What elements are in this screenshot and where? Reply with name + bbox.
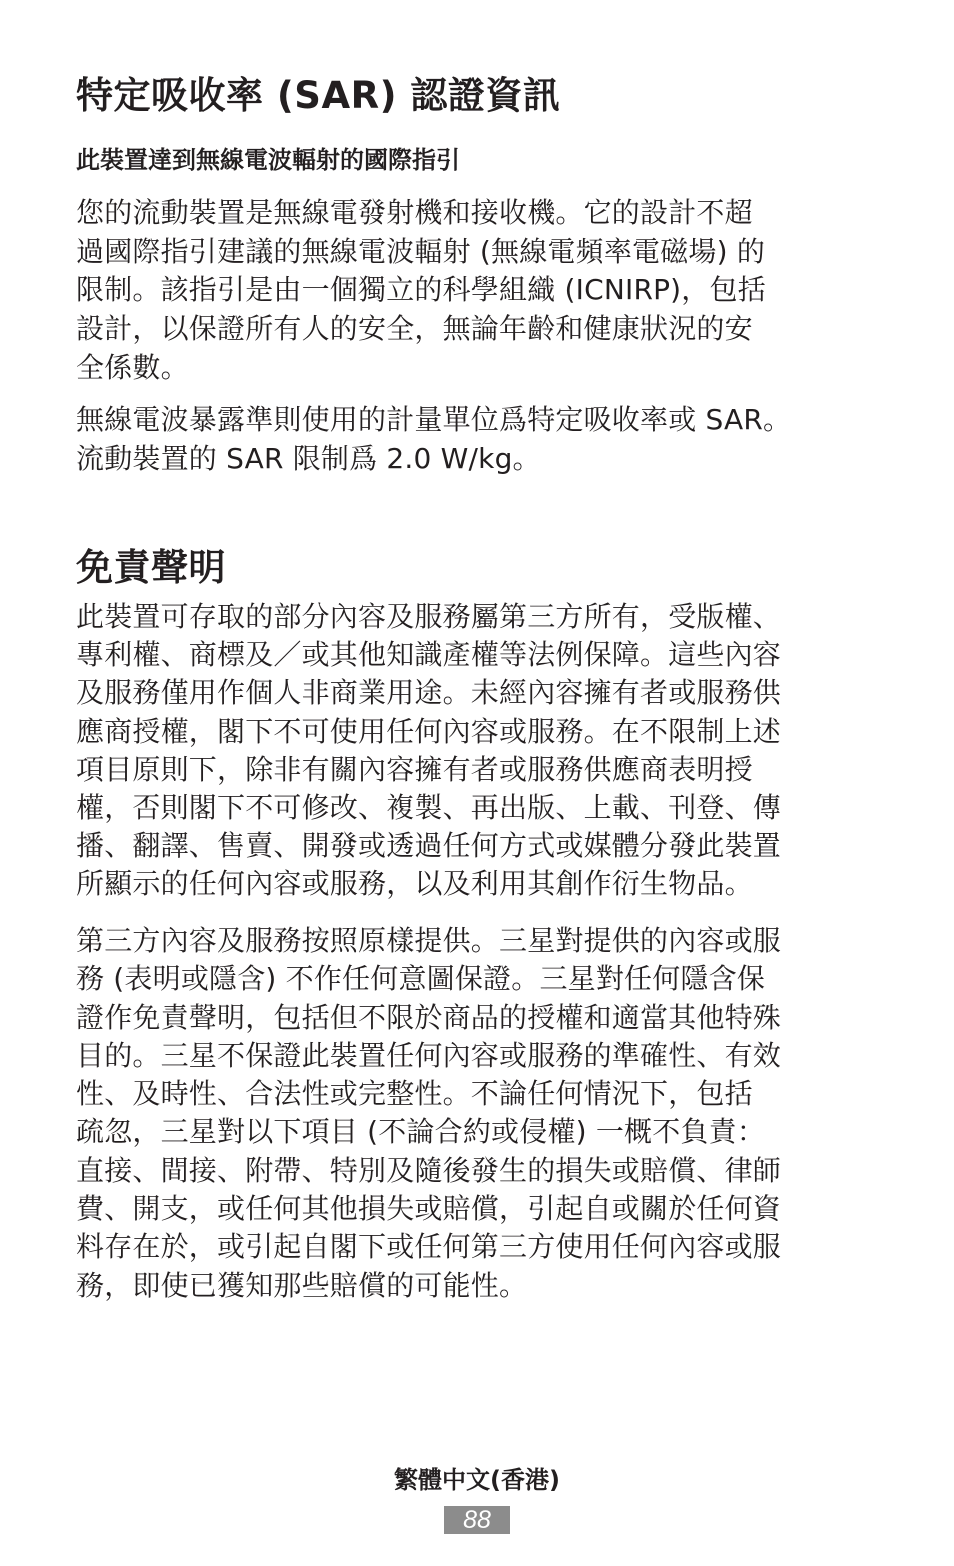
text-line: 流動裝置的 SAR 限制爲 2.0 W/kg。 (76, 442, 541, 475)
text-line: 直接、間接、附帶、特別及隨後發生的損失或賠償、律師 (76, 1153, 782, 1187)
text-line: 費、開支，或任何其他損失或賠償，引起自或關於任何資 (76, 1192, 782, 1226)
text-line: 您的流動裝置是無線電發射機和接收機。它的設計不超 (76, 196, 753, 229)
text-line: 料存在於，或引起自閣下或任何第三方使用任何內容或服 (76, 1230, 782, 1264)
footer-language-label: 繁體中文(香港) (394, 1466, 560, 1494)
sar-section-title: 特定吸收率 (SAR) 認證資訊 (76, 74, 561, 117)
text-line: 限制。該指引是由一個獨立的科學組織 (ICNIRP)，包括 (76, 273, 766, 307)
sar-paragraph-2 (76, 400, 791, 478)
text-line: 及服務僅用作個人非商業用途。未經內容擁有者或服務供 (76, 676, 782, 710)
sar-paragraph-1 (76, 194, 766, 387)
text-line: 證作免責聲明，包括但不限於商品的授權和適當其他特殊 (76, 1000, 782, 1034)
disclaimer-paragraph-1 (76, 598, 781, 904)
text-line: 務，即使已獲知那些賠償的可能性。 (76, 1268, 528, 1302)
sar-section-subtitle: 此裝置達到無線電波輻射的國際指引 (76, 146, 460, 174)
text-line: 無線電波暴露準則使用的計量單位爲特定吸收率或 SAR。 (76, 403, 792, 436)
text-line: 性、及時性、合法性或完整性。不論任何情況下，包括 (76, 1077, 753, 1111)
page-number-badge: 88 (444, 1506, 510, 1534)
text-line: 播、翻譯、售賣、開發或透過任何方式或媒體分發此裝置 (76, 829, 782, 863)
text-line: 所顯示的任何內容或服務，以及利用其創作衍生物品。 (76, 867, 753, 901)
text-line: 此裝置可存取的部分內容及服務屬第三方所有，受版權、 (76, 600, 782, 633)
text-line: 務 (表明或隱含) 不作任何意圖保證。三星對任何隱含保 (76, 962, 766, 996)
text-line: 權，否則閣下不可修改、複製、再出版、上載、刊登、傳 (76, 790, 782, 824)
text-line: 疏忽，三星對以下項目 (不論合約或侵權) 一概不負責： (76, 1115, 766, 1149)
text-line: 目的。三星不保證此裝置任何內容或服務的準確性、有效 (76, 1038, 782, 1072)
disclaimer-section-title: 免責聲明 (76, 546, 226, 589)
text-line: 項目原則下，除非有關內容擁有者或服務供應商表明授 (76, 752, 753, 786)
text-line: 應商授權，閣下不可使用任何內容或服務。在不限制上述 (76, 714, 782, 748)
text-line: 全係數。 (76, 350, 189, 384)
text-line: 設計，以保證所有人的安全，無論年齡和健康狀況的安 (76, 312, 753, 346)
text-line: 第三方內容及服務按照原樣提供。三星對提供的內容或服 (76, 924, 782, 957)
text-line: 過國際指引建議的無線電波輻射 (無線電頻率電磁場) 的 (76, 234, 766, 268)
text-line: 專利權、商標及／或其他知識產權等法例保障。這些內容 (76, 638, 782, 672)
disclaimer-paragraph-2 (76, 922, 781, 1305)
